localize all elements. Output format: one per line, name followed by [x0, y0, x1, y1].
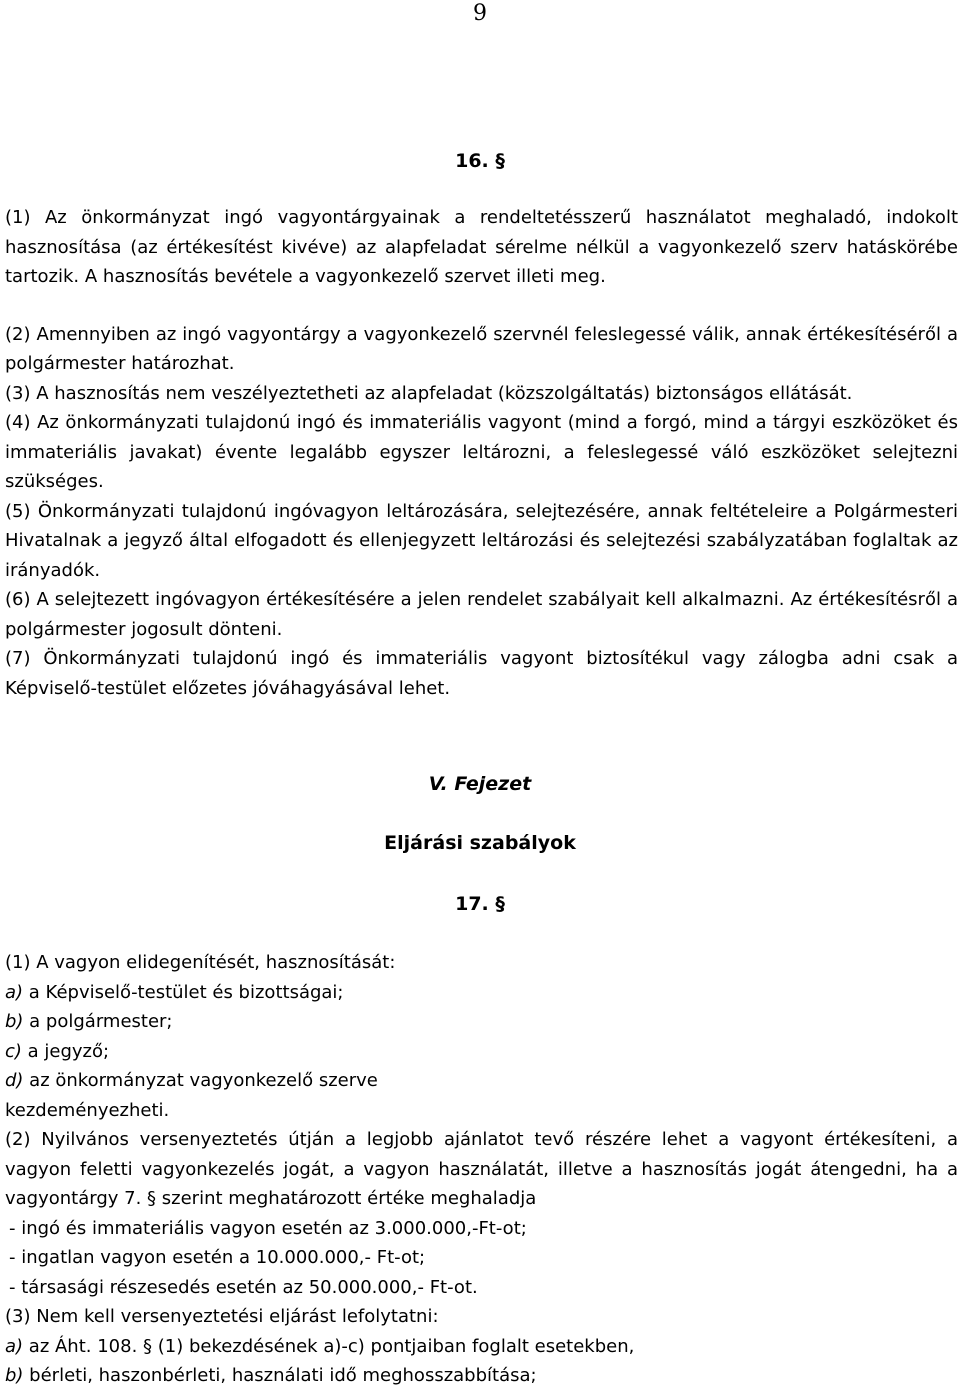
list-item-text: a polgármester; [23, 1011, 173, 1032]
section-16-paragraph-1: (1) Az önkormányzat ingó vagyontárgyainak a rendeltetésszerű használatot meghaladó, indokolt hasznosítása (az értékesítést kivéve) az alapfeladat sérelme nélkül a vagyonkezelő szerv hatáskörébe tartozik. A hasznosítás bevétele a vagyonkezelő szervet illeti meg. [5, 207, 958, 287]
list-item [5, 1332, 958, 1362]
dash-item: - társasági részesedés esetén az 50.000.000,- Ft-ot. [9, 1276, 478, 1298]
section-17-paragraph-1-intro: (1) A vagyon elidegenítését, hasznosítását: [5, 952, 396, 973]
section-16-paragraph-6: (6) A selejtezett ingóvagyon értékesítésére a jelen rendelet szabályait kell alkalmazni. Az értékesítésről a polgármester jogosult dönteni. [5, 589, 958, 640]
list-item-label: d) [5, 1070, 24, 1091]
list-item [5, 1066, 958, 1096]
page-number: 9 [473, 1, 487, 26]
section-17-paragraph-1-closing: kezdeményezheti. [5, 1099, 170, 1121]
list-item [5, 978, 958, 1008]
dash-item: - ingó és immateriális vagyon esetén az 3.000.000,-Ft-ot; [9, 1217, 527, 1239]
list-item [5, 1007, 958, 1037]
section-17-body [5, 948, 958, 1391]
list-item-label: a) [5, 1335, 24, 1357]
chapter-number: V. Fejezet [428, 773, 532, 795]
dash-item: - ingatlan vagyon esetén a 10.000.000,- Ft-ot; [9, 1247, 426, 1268]
section-16-paragraph-7: (7) Önkormányzati tulajdonú ingó és immateriális vagyont biztosítékul vagy zálogba adni csak a Képviselő-testület előzetes jóváhagyásával lehet. [5, 648, 958, 699]
list-item-text: a Képviselő-testület és bizottságai; [23, 981, 344, 1003]
list-item-label: a) [5, 981, 24, 1003]
section-17-paragraph-2: (2) Nyilvános versenyeztetés útján a legjobb ajánlatot tevő részére lehet a vagyont értékesíteni, a vagyon feletti vagyonkezelés jogát, a vagyon használatát, illetve a hasznosítás jogát átengedni, ha a vagyontárgy 7. § szerint meghatározott értéke meghaladja [5, 1129, 958, 1209]
list-item-label: b) [5, 1011, 24, 1032]
section-17-paragraph-3-intro: (3) Nem kell versenyeztetési eljárást lefolytatni: [5, 1306, 439, 1327]
chapter-title: Eljárási szabályok [384, 832, 576, 854]
list-item [5, 1361, 958, 1391]
list-item [5, 1037, 958, 1067]
section-16-paragraph-5: (5) Önkormányzati tulajdonú ingóvagyon leltározására, selejtezésére, annak feltételeire a Polgármesteri Hivatalnak a jegyző által elfogadott és ellenjegyzett leltározási és selejtezési szabályzatában foglaltak az irányadók. [5, 500, 958, 581]
list-item-text: az Áht. 108. § (1) bekezdésének a)-c) pontjaiban foglalt esetekben, [23, 1335, 635, 1357]
section-16-paragraph-2: (2) Amennyiben az ingó vagyontárgy a vagyonkezelő szervnél feleslegessé válik, annak értékesítéséről a polgármester határozhat. [5, 323, 958, 374]
section-16-paragraph-3: (3) A hasznosítás nem veszélyeztetheti az alapfeladat (közszolgáltatás) biztonságos ellátását. [5, 382, 853, 404]
section-16-heading: 16. § [455, 150, 505, 172]
list-item-text: bérleti, haszonbérleti, használati idő meghosszabbítása; [23, 1365, 537, 1386]
list-item-label: b) [5, 1365, 24, 1386]
list-item-label: c) [5, 1040, 22, 1062]
section-16-paragraph-4: (4) Az önkormányzati tulajdonú ingó és immateriális vagyont (mind a forgó, mind a tárgyi eszközöket és immateriális javakat) évente legalább egyszer leltározni, a feleslegessé váló eszközöket selejtezni szükséges. [5, 412, 958, 492]
section-17-heading: 17. § [455, 893, 505, 915]
list-item-text: a jegyző; [21, 1040, 110, 1062]
list-item-text: az önkormányzat vagyonkezelő szerve [23, 1070, 378, 1091]
section-16-body [5, 203, 958, 703]
